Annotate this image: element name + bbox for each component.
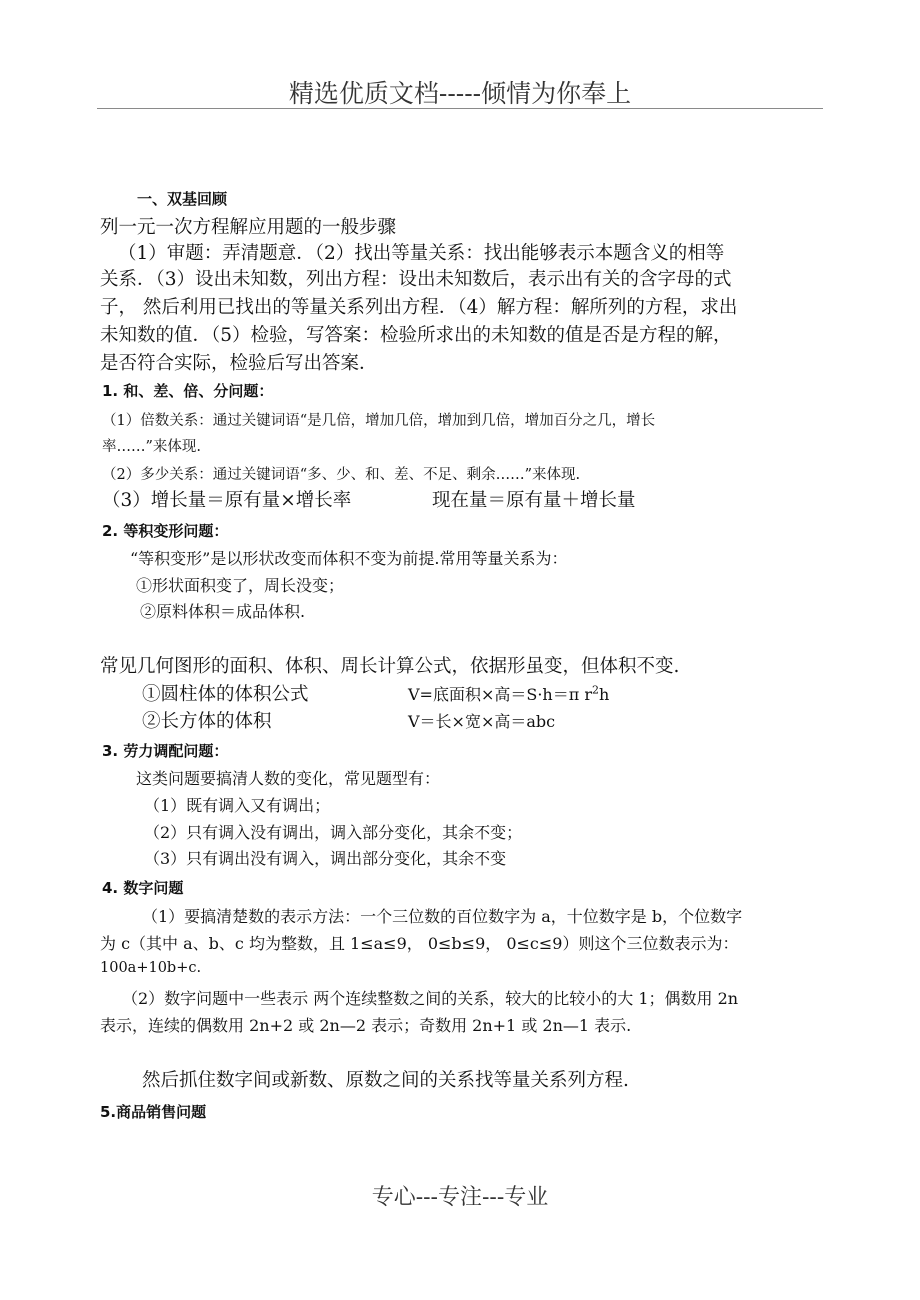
topic-3-heading: 3. 劳力调配问题： bbox=[102, 742, 229, 760]
topic-2-item-2: ②原料体积＝成品体积. bbox=[140, 602, 306, 621]
steps-line-4: 未知数的值．（5）检验，写答案：检验所求出的未知数的值是否是方程的解， bbox=[100, 325, 732, 346]
topic-3-item-1: （1）既有调入又有调出； bbox=[144, 796, 331, 815]
topic-4-p1-line-1: （1）要搞清楚数的表示方法：一个三位数的百位数字为 a，十位数字是 b，个位数字 bbox=[142, 907, 743, 926]
steps-intro: 列一元一次方程解应用题的一般步骤 bbox=[100, 217, 397, 238]
topic-5-heading: 5.商品销售问题 bbox=[100, 1103, 207, 1121]
steps-line-5: 是否符合实际，检验后写出答案． bbox=[100, 353, 378, 374]
topic-1-growth-right: 现在量＝原有量＋增长量 bbox=[432, 490, 636, 511]
topic-2-intro: “等积变形”是以形状改变而体积不变为前提.常用等量关系为： bbox=[130, 549, 568, 568]
topic-2-item-1: ①形状面积变了，周长没变； bbox=[136, 576, 345, 595]
cylinder-volume-label: ①圆柱体的体积公式 bbox=[142, 684, 309, 705]
topic-3-item-2: （2）只有调入没有调出，调入部分变化，其余不变； bbox=[144, 823, 523, 842]
topic-3-intro: 这类问题要搞清人数的变化，常见题型有： bbox=[136, 769, 441, 788]
topic-4-conclusion: 然后抓住数字间或新数、原数之间的关系找等量关系列方程. bbox=[142, 1070, 629, 1091]
topic-1-multiple-line-1: （1）倍数关系：通过关键词语“是几倍，增加几倍，增加到几倍，增加百分之几，增长 bbox=[102, 413, 656, 429]
topic-1-quantity: （2）多少关系：通过关键词语“多、少、和、差、不足、剩余……”来体现. bbox=[102, 467, 581, 483]
topic-1-heading: 1. 和、差、倍、分问题： bbox=[102, 382, 274, 400]
topic-4-p1-line-2: 为 c（其中 a、b、c 均为整数，且 1≤a≤9， 0≤b≤9， 0≤c≤9）则这个三位数表示为： bbox=[100, 934, 739, 953]
page-header-title: 精选优质文档-----倾情为你奉上 bbox=[288, 79, 632, 108]
topic-1-multiple-line-2: 率……”来体现. bbox=[102, 439, 202, 455]
topic-4-p2-line-2: 表示，连续的偶数用 2n+2 或 2n—2 表示；奇数用 2n+1 或 2n—1 表示. bbox=[100, 1016, 632, 1035]
cylinder-volume-formula: V=底面积×高＝S·h＝π $r^2h$ bbox=[408, 683, 610, 704]
topic-1-growth-left: （3）增长量＝原有量×增长率 bbox=[102, 490, 352, 511]
cuboid-volume-label: ②长方体的体积 bbox=[142, 711, 272, 732]
header-divider bbox=[97, 108, 823, 109]
topic-4-heading: 4. 数字问题 bbox=[102, 879, 184, 897]
page-footer-text: 专心---专注---专业 bbox=[371, 1185, 549, 1210]
cuboid-volume-formula: V＝长×宽×高＝abc bbox=[408, 712, 556, 731]
topic-2-formulas-intro: 常见几何图形的面积、体积、周长计算公式，依据形虽变，但体积不变. bbox=[100, 656, 680, 677]
topic-2-heading: 2. 等积变形问题： bbox=[102, 522, 229, 540]
section-heading-review: 一、双基回顾 bbox=[137, 190, 228, 208]
steps-line-1: （1）审题：弄清题意．（2）找出等量关系：找出能够表示本题含义的相等 bbox=[118, 243, 725, 264]
topic-4-p2-line-1: （2）数字问题中一些表示 两个连续整数之间的关系，较大的比较小的大 1；偶数用 2n bbox=[122, 989, 739, 1008]
topic-4-p1-line-3: 100a+10b+c. bbox=[100, 960, 202, 976]
steps-line-3: 子， 然后利用已找出的等量关系列出方程．（4）解方程：解所列的方程，求出 bbox=[100, 297, 738, 318]
steps-line-2: 关系．（3）设出未知数，列出方程：设出未知数后，表示出有关的含字母的式 bbox=[100, 269, 732, 290]
topic-3-item-3: （3）只有调出没有调入，调出部分变化，其余不变 bbox=[144, 849, 507, 868]
